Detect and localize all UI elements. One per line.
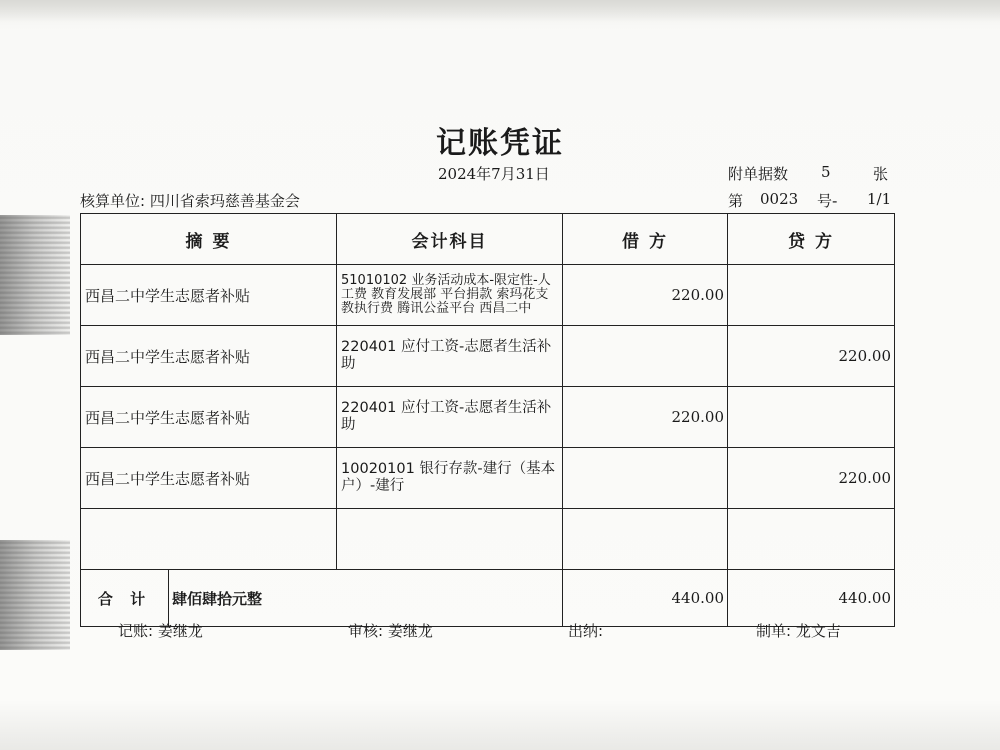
cashier: 出纳: <box>568 622 604 640</box>
row-summary <box>81 509 337 570</box>
voucher-number: 0023 <box>760 190 799 208</box>
row-account: 10020101 银行存款-建行（基本户）-建行 <box>337 448 563 509</box>
attachments-count: 5 <box>821 163 831 181</box>
voucher-table <box>80 213 895 627</box>
total-debit: 440.00 <box>563 570 728 627</box>
row-account <box>337 509 563 570</box>
row-credit <box>728 265 895 326</box>
voucher-page: 1/1 <box>867 190 892 208</box>
attachments-label: 附单据数 <box>728 165 789 183</box>
voucher-title: 记账凭证 <box>436 126 564 161</box>
accounting-unit: 核算单位: 四川省索玛慈善基金会 <box>80 192 300 210</box>
bookkeeper: 记账: 姜继龙 <box>118 622 203 640</box>
row-summary: 西昌二中学生志愿者补贴 <box>81 265 337 326</box>
scan-shadow-left-upper <box>0 215 70 335</box>
row-debit: 220.00 <box>563 387 728 448</box>
table-row <box>81 326 895 387</box>
header-account: 会计科目 <box>337 214 563 265</box>
header-credit: 贷 方 <box>728 214 895 265</box>
voucher-date: 2024年7月31日 <box>438 165 550 183</box>
total-row <box>81 570 895 627</box>
row-credit <box>728 387 895 448</box>
row-summary: 西昌二中学生志愿者补贴 <box>81 387 337 448</box>
total-credit: 440.00 <box>728 570 895 627</box>
row-debit <box>563 509 728 570</box>
attachments-unit: 张 <box>873 165 889 183</box>
table-row <box>81 448 895 509</box>
reviewer: 审核: 姜继龙 <box>348 622 433 640</box>
row-credit: 220.00 <box>728 448 895 509</box>
table-header-row <box>81 214 895 265</box>
preparer: 制单: 龙文吉 <box>756 622 841 640</box>
row-account: 220401 应付工资-志愿者生活补助 <box>337 326 563 387</box>
row-summary: 西昌二中学生志愿者补贴 <box>81 448 337 509</box>
row-credit <box>728 509 895 570</box>
row-credit: 220.00 <box>728 326 895 387</box>
voucher-number-suffix: 号- <box>817 192 838 210</box>
voucher-number-prefix: 第 <box>728 192 744 210</box>
total-amount-in-words: 肆佰肆拾元整 <box>169 570 563 627</box>
total-label: 合 计 <box>81 570 169 627</box>
row-account: 51010102 业务活动成本-限定性-人工费 教育发展部 平台捐款 索玛花支教执行费 腾讯公益平台 西昌二中 <box>337 265 563 326</box>
row-summary: 西昌二中学生志愿者补贴 <box>81 326 337 387</box>
header-debit: 借 方 <box>563 214 728 265</box>
table-row <box>81 387 895 448</box>
scan-shadow-left-lower <box>0 540 70 650</box>
table-row <box>81 265 895 326</box>
row-debit <box>563 448 728 509</box>
scan-shadow-top <box>0 0 1000 22</box>
table-row-empty <box>81 509 895 570</box>
header-summary: 摘 要 <box>81 214 337 265</box>
row-debit <box>563 326 728 387</box>
row-debit: 220.00 <box>563 265 728 326</box>
row-account: 220401 应付工资-志愿者生活补助 <box>337 387 563 448</box>
